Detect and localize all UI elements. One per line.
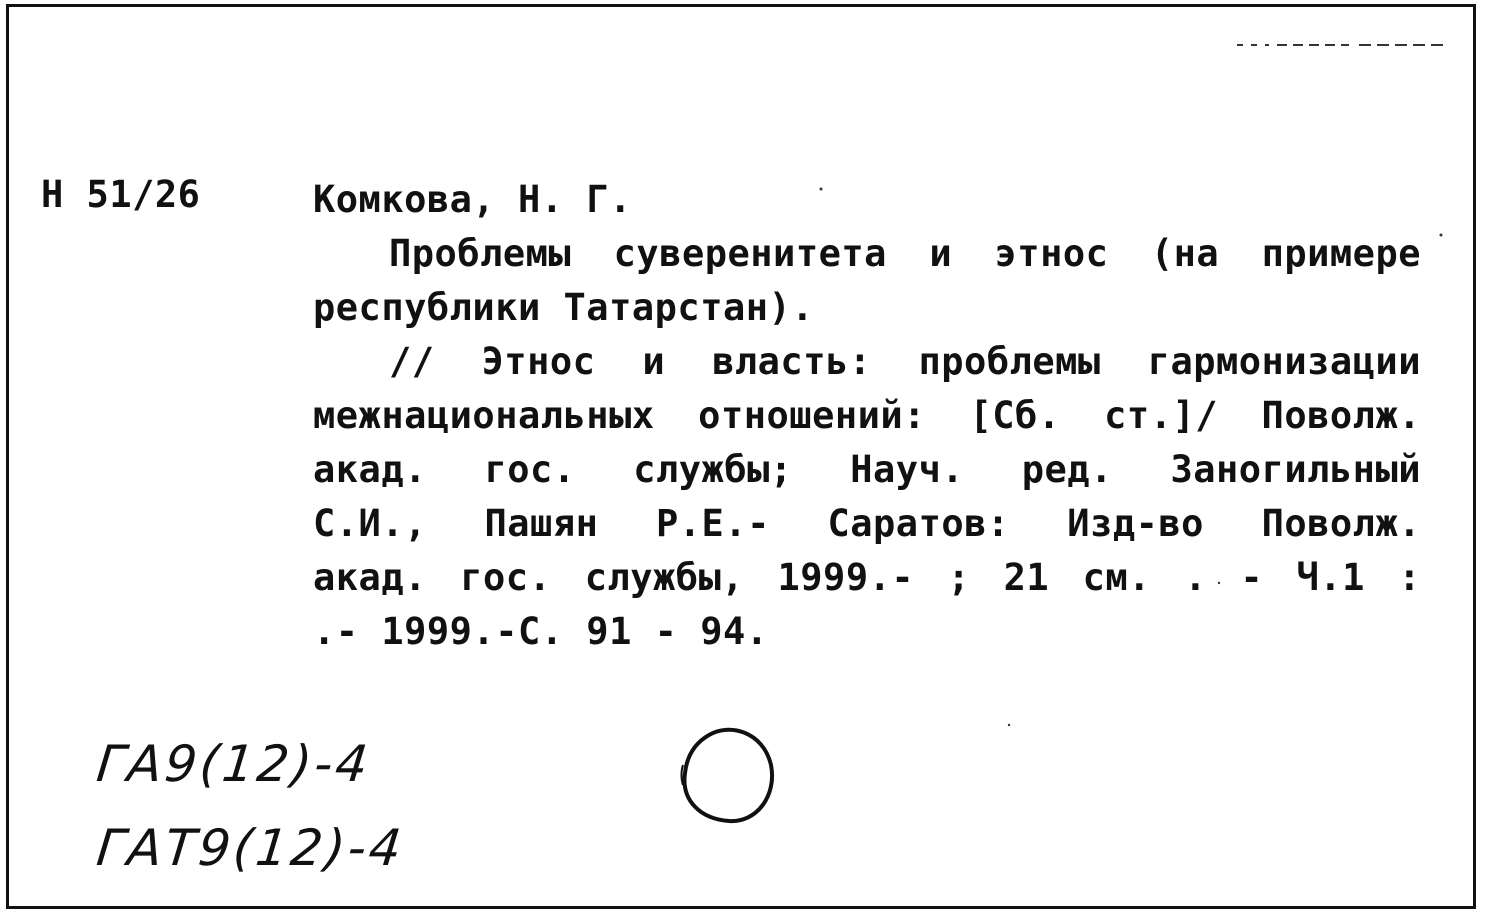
hand-drawn-circle-mark (671, 723, 781, 831)
bibliographic-record (313, 173, 1421, 659)
catalog-card (6, 4, 1476, 909)
handwritten-classification: ГАТ9(12)-4 (93, 819, 407, 877)
source-line: // Этнос и власть: проблемы гармонизации (389, 340, 1421, 383)
shelf-mark: Н 51/26 (41, 173, 201, 216)
handwritten-classification: ГА9(12)-4 (93, 735, 374, 793)
title-line: Проблемы суверенитета и этнос (на примере (389, 232, 1421, 275)
source-line: .- 1999.-С. 91 - 94. (313, 610, 769, 653)
source-line: акад. гос. службы; Науч. ред. Заногильный (313, 448, 1421, 491)
source-line: С.И., Пашян Р.Е.- Саратов: Изд-во Поволж. (313, 502, 1421, 545)
author-line: Комкова, Н. Г. (313, 178, 632, 221)
source-line: акад. гос. службы, 1999.- ; 21 см. . - Ч.1 : (313, 556, 1421, 599)
title-line: республики Татарстан). (313, 286, 815, 329)
source-line: межнациональных отношений: [Сб. ст.]/ Поволж. (313, 394, 1421, 437)
